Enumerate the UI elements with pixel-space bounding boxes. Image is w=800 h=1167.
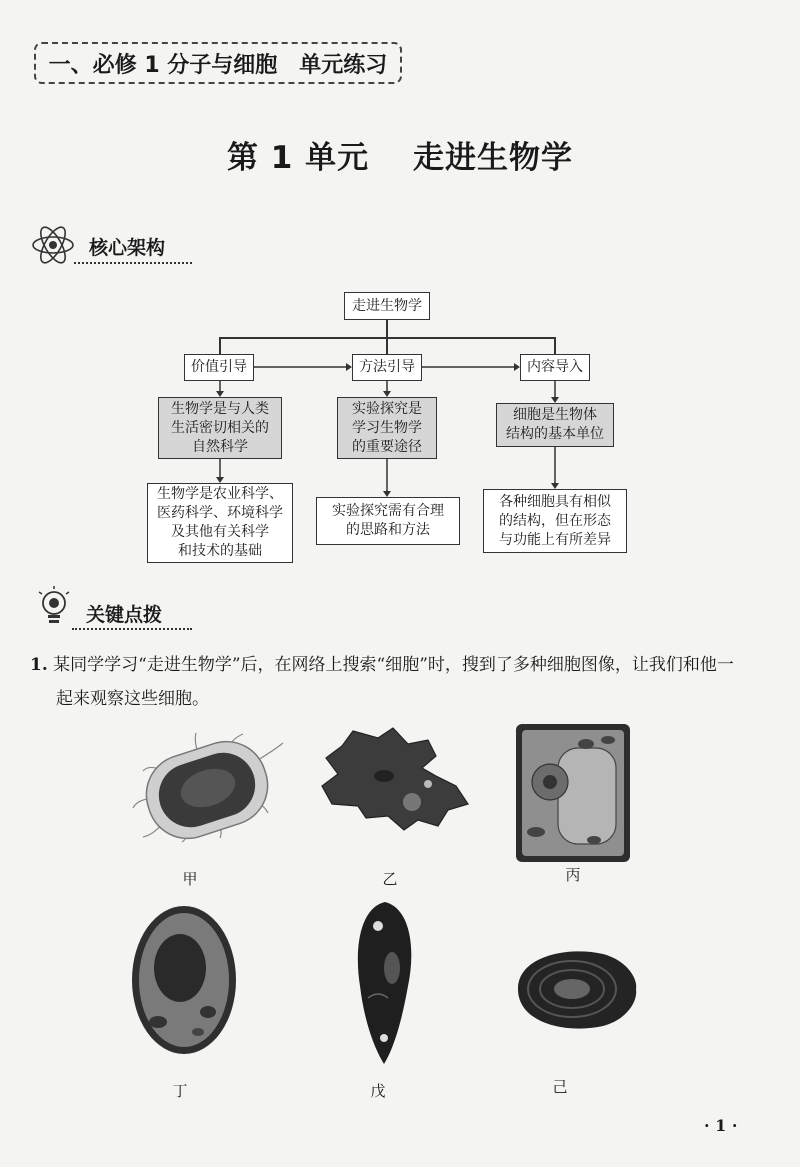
value-white-box — [147, 483, 293, 563]
label-ding: 丁 — [172, 1082, 188, 1100]
key-points-heading: 关键点拨 — [86, 604, 163, 626]
box-line: 与功能上有所差异 — [499, 531, 611, 548]
connector — [219, 337, 221, 354]
method-white-box — [316, 497, 460, 545]
plant-cell-image — [514, 722, 632, 864]
box-line: 的重要途径 — [352, 438, 422, 455]
label-yi: 乙 — [382, 870, 398, 888]
content-gray-box — [496, 403, 614, 447]
oval-cell-image — [508, 942, 640, 1036]
page-number: · 1 · — [704, 1116, 738, 1135]
branch-content-intro: 内容导入 — [520, 354, 590, 381]
arrow-down — [380, 459, 394, 497]
animal-cell-image — [128, 902, 240, 1058]
arrow-down — [548, 381, 562, 403]
flowchart-root: 走进生物学 — [344, 292, 430, 320]
connector — [554, 337, 556, 354]
box-line: 实验探究是 — [352, 400, 422, 417]
box-line: 实验探究需有合理 — [332, 503, 444, 519]
question-number: 1. — [30, 655, 48, 675]
box-line: 自然科学 — [192, 438, 248, 455]
branch-value-guide: 价值引导 — [184, 354, 254, 381]
bacterium-cell-image — [128, 728, 288, 843]
method-gray-box — [337, 397, 437, 459]
unit-title: 第 1 单元 走进生物学 — [227, 140, 573, 176]
value-gray-box — [158, 397, 282, 459]
box-line: 学习生物学 — [352, 419, 422, 436]
label-jia: 甲 — [182, 870, 198, 888]
box-line: 结构的基本单位 — [506, 426, 604, 442]
branch-method-guide: 方法引导 — [352, 354, 422, 381]
question-1 — [30, 649, 775, 682]
box-line: 生物学是与人类 — [171, 400, 269, 417]
heading-underline — [74, 262, 192, 264]
lightbulb-icon — [36, 586, 72, 630]
question-line-1: 某同学学习“走进生物学”后，在网络上搜索“细胞”时，搜到了多种细胞图像，让我们和他一 — [53, 655, 734, 675]
paramecium-cell-image — [350, 898, 420, 1068]
connector — [386, 337, 388, 354]
label-ji: 己 — [552, 1078, 568, 1096]
arrow-down — [213, 381, 227, 397]
box-line: 生活密切相关的 — [171, 419, 269, 436]
arrow-down — [213, 459, 227, 483]
label-bing: 丙 — [565, 866, 581, 884]
box-line: 和技术的基础 — [178, 543, 262, 559]
amoeba-cell-image — [318, 726, 470, 832]
box-line: 细胞是生物体 — [513, 407, 597, 423]
atom-icon — [30, 222, 76, 268]
label-wu: 戊 — [370, 1082, 386, 1100]
heading-underline — [72, 628, 192, 630]
arrow-down — [380, 381, 394, 397]
question-line-2: 起来观察这些细胞。 — [56, 689, 209, 709]
core-framework-heading: 核心架构 — [89, 237, 166, 259]
content-white-box — [483, 489, 627, 553]
box-line: 各种细胞具有相似 — [499, 493, 611, 510]
box-line: 医药科学、环境科学 — [157, 505, 283, 521]
arrow-down — [548, 447, 562, 489]
box-line: 及其他有关科学 — [171, 524, 269, 540]
box-line: 生物学是农业科学、 — [157, 486, 283, 502]
box-line: 的思路和方法 — [346, 522, 430, 538]
arrow-right — [422, 361, 520, 373]
section-tag: 一、必修 1 分子与细胞 单元练习 — [34, 42, 402, 84]
box-line: 的结构，但在形态 — [499, 512, 611, 529]
connector — [386, 320, 388, 338]
arrow-right — [254, 361, 352, 373]
